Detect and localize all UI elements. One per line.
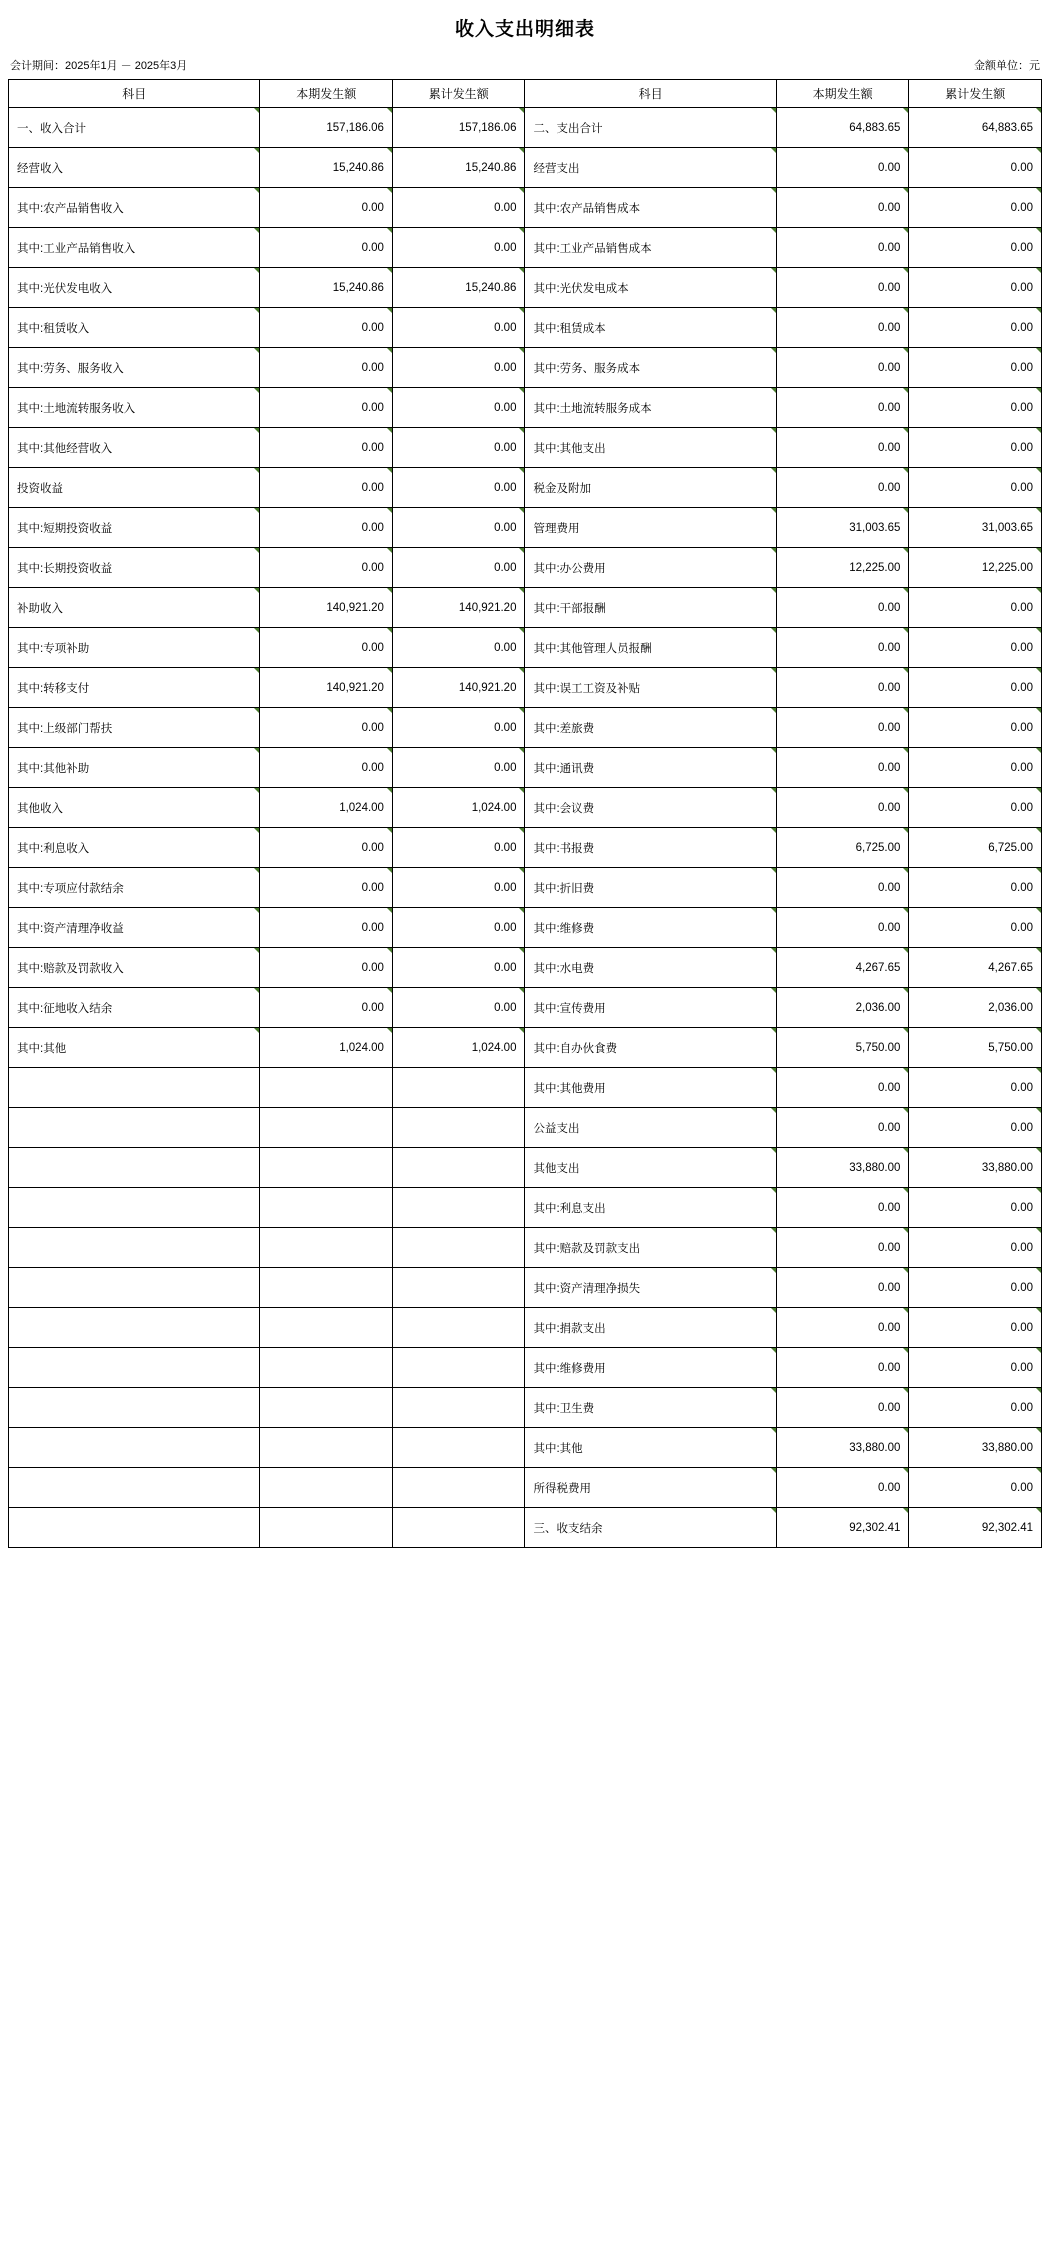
left-accumulated-cell [392,1508,525,1548]
left-accumulated-cell: 1,024.00 [392,788,525,828]
left-current-cell [260,1108,393,1148]
header-right-current: 本期发生额 [776,80,909,108]
right-accumulated-cell: 0.00 [909,228,1042,268]
right-account-cell: 其中:维修费 [525,908,776,948]
left-account-cell: 其中:利息收入 [9,828,260,868]
right-account-cell: 其中:差旅费 [525,708,776,748]
left-accumulated-cell [392,1268,525,1308]
table-row [9,508,1042,548]
right-current-cell: 4,267.65 [776,948,909,988]
table-row [9,748,1042,788]
left-current-cell [260,1308,393,1348]
left-accumulated-cell [392,1468,525,1508]
right-account-cell: 其中:资产清理净损失 [525,1268,776,1308]
table-row [9,788,1042,828]
left-account-cell: 其中:其他补助 [9,748,260,788]
left-accumulated-cell [392,1348,525,1388]
right-current-cell: 0.00 [776,788,909,828]
right-current-cell: 0.00 [776,1068,909,1108]
left-current-cell: 0.00 [260,748,393,788]
amount-unit-label: 金额单位：元 [974,60,1040,72]
right-account-cell: 其中:其他支出 [525,428,776,468]
right-accumulated-cell: 0.00 [909,628,1042,668]
header-left-account: 科目 [9,80,260,108]
left-current-cell [260,1188,393,1228]
right-account-cell: 其中:光伏发电成本 [525,268,776,308]
right-accumulated-cell: 0.00 [909,148,1042,188]
right-current-cell: 0.00 [776,1228,909,1268]
right-account-cell: 税金及附加 [525,468,776,508]
left-current-cell [260,1148,393,1188]
left-account-cell: 其中:短期投资收益 [9,508,260,548]
right-account-cell: 其中:自办伙食费 [525,1028,776,1068]
accounting-period-label: 会计期间：2025年1月 － 2025年3月 [10,60,188,72]
right-accumulated-cell: 2,036.00 [909,988,1042,1028]
left-current-cell: 0.00 [260,908,393,948]
right-current-cell: 64,883.65 [776,108,909,148]
left-account-cell: 其中:赔款及罚款收入 [9,948,260,988]
right-account-cell: 其中:折旧费 [525,868,776,908]
right-accumulated-cell: 0.00 [909,468,1042,508]
left-current-cell [260,1068,393,1108]
table-row [9,428,1042,468]
left-accumulated-cell [392,1428,525,1468]
right-accumulated-cell: 0.00 [909,868,1042,908]
left-account-cell: 其中:工业产品销售收入 [9,228,260,268]
table-row [9,868,1042,908]
right-account-cell: 其中:劳务、服务成本 [525,348,776,388]
left-accumulated-cell: 0.00 [392,468,525,508]
left-current-cell [260,1428,393,1468]
left-account-cell [9,1308,260,1348]
left-account-cell: 经营收入 [9,148,260,188]
right-current-cell: 0.00 [776,388,909,428]
right-current-cell: 33,880.00 [776,1148,909,1188]
right-accumulated-cell: 0.00 [909,388,1042,428]
left-accumulated-cell: 0.00 [392,388,525,428]
right-account-cell: 公益支出 [525,1108,776,1148]
right-accumulated-cell: 0.00 [909,428,1042,468]
left-current-cell [260,1508,393,1548]
right-accumulated-cell: 0.00 [909,348,1042,388]
left-accumulated-cell [392,1388,525,1428]
left-current-cell: 0.00 [260,388,393,428]
table-row [9,908,1042,948]
left-current-cell [260,1268,393,1308]
right-account-cell: 其中:租赁成本 [525,308,776,348]
left-accumulated-cell: 157,186.06 [392,108,525,148]
left-accumulated-cell: 140,921.20 [392,668,525,708]
left-accumulated-cell [392,1148,525,1188]
right-accumulated-cell: 0.00 [909,1468,1042,1508]
page-title: 收入支出明细表 [454,19,595,40]
right-accumulated-cell: 0.00 [909,588,1042,628]
left-account-cell: 其中:征地收入结余 [9,988,260,1028]
left-current-cell [260,1388,393,1428]
table-row [9,988,1042,1028]
table-row [9,108,1042,148]
left-current-cell [260,1468,393,1508]
right-account-cell: 其中:会议费 [525,788,776,828]
left-account-cell: 补助收入 [9,588,260,628]
left-account-cell [9,1068,260,1108]
left-accumulated-cell: 140,921.20 [392,588,525,628]
right-current-cell: 0.00 [776,708,909,748]
right-current-cell: 0.00 [776,308,909,348]
right-current-cell: 31,003.65 [776,508,909,548]
left-current-cell: 0.00 [260,828,393,868]
header-right-account: 科目 [525,80,776,108]
left-current-cell: 15,240.86 [260,268,393,308]
right-account-cell: 二、支出合计 [525,108,776,148]
left-account-cell: 投资收益 [9,468,260,508]
left-current-cell: 140,921.20 [260,588,393,628]
right-current-cell: 5,750.00 [776,1028,909,1068]
left-account-cell [9,1468,260,1508]
table-row [9,1508,1042,1548]
right-current-cell: 0.00 [776,1348,909,1388]
right-accumulated-cell: 0.00 [909,748,1042,788]
right-accumulated-cell: 92,302.41 [909,1508,1042,1548]
right-current-cell: 0.00 [776,428,909,468]
left-accumulated-cell [392,1108,525,1148]
right-accumulated-cell: 0.00 [909,1388,1042,1428]
table-row [9,708,1042,748]
left-account-cell [9,1508,260,1548]
report-meta [8,57,1042,79]
right-account-cell: 其中:其他管理人员报酬 [525,628,776,668]
left-accumulated-cell [392,1068,525,1108]
left-account-cell [9,1268,260,1308]
left-account-cell: 其中:光伏发电收入 [9,268,260,308]
right-account-cell: 所得税费用 [525,1468,776,1508]
left-accumulated-cell [392,1228,525,1268]
right-account-cell: 三、收支结余 [525,1508,776,1548]
right-account-cell: 其中:卫生费 [525,1388,776,1428]
table-row [9,188,1042,228]
table-row [9,668,1042,708]
right-accumulated-cell: 0.00 [909,1068,1042,1108]
header-right-accumulated: 累计发生额 [909,80,1042,108]
right-accumulated-cell: 64,883.65 [909,108,1042,148]
right-current-cell: 0.00 [776,908,909,948]
left-account-cell [9,1188,260,1228]
left-account-cell: 一、收入合计 [9,108,260,148]
left-accumulated-cell: 0.00 [392,548,525,588]
right-current-cell: 12,225.00 [776,548,909,588]
table-row [9,148,1042,188]
left-account-cell [9,1348,260,1388]
table-row [9,548,1042,588]
left-account-cell: 其中:转移支付 [9,668,260,708]
right-account-cell: 其中:宣传费用 [525,988,776,1028]
right-current-cell: 0.00 [776,868,909,908]
right-account-cell: 其中:其他费用 [525,1068,776,1108]
left-current-cell: 0.00 [260,508,393,548]
table-header [9,80,1042,108]
right-current-cell: 0.00 [776,628,909,668]
left-current-cell: 0.00 [260,988,393,1028]
right-current-cell: 2,036.00 [776,988,909,1028]
left-account-cell: 其中:其他经营收入 [9,428,260,468]
right-accumulated-cell: 0.00 [909,1348,1042,1388]
right-accumulated-cell: 33,880.00 [909,1148,1042,1188]
left-current-cell: 0.00 [260,868,393,908]
right-current-cell: 0.00 [776,1108,909,1148]
left-accumulated-cell: 0.00 [392,748,525,788]
left-account-cell: 其中:劳务、服务收入 [9,348,260,388]
right-account-cell: 其中:通讯费 [525,748,776,788]
table-row [9,1028,1042,1068]
left-accumulated-cell: 0.00 [392,628,525,668]
left-accumulated-cell: 15,240.86 [392,148,525,188]
left-current-cell: 0.00 [260,348,393,388]
right-current-cell: 0.00 [776,668,909,708]
right-accumulated-cell: 0.00 [909,668,1042,708]
table-row [9,1268,1042,1308]
right-accumulated-cell: 6,725.00 [909,828,1042,868]
left-current-cell [260,1228,393,1268]
left-current-cell: 1,024.00 [260,1028,393,1068]
table-row [9,1308,1042,1348]
right-accumulated-cell: 0.00 [909,708,1042,748]
right-current-cell: 0.00 [776,188,909,228]
right-account-cell: 其中:农产品销售成本 [525,188,776,228]
table-row [9,1228,1042,1268]
left-current-cell: 0.00 [260,628,393,668]
right-account-cell: 其中:维修费用 [525,1348,776,1388]
right-accumulated-cell: 0.00 [909,268,1042,308]
income-expense-table [8,79,1042,1548]
right-account-cell: 其中:利息支出 [525,1188,776,1228]
right-account-cell: 经营支出 [525,148,776,188]
right-account-cell: 其中:捐款支出 [525,1308,776,1348]
right-current-cell: 33,880.00 [776,1428,909,1468]
right-accumulated-cell: 0.00 [909,1108,1042,1148]
table-body [9,108,1042,1548]
left-current-cell: 0.00 [260,188,393,228]
left-accumulated-cell [392,1308,525,1348]
right-current-cell: 0.00 [776,748,909,788]
left-current-cell: 0.00 [260,308,393,348]
left-account-cell: 其中:专项补助 [9,628,260,668]
left-account-cell [9,1228,260,1268]
right-accumulated-cell: 0.00 [909,308,1042,348]
right-current-cell: 0.00 [776,1388,909,1428]
right-current-cell: 0.00 [776,268,909,308]
right-accumulated-cell: 0.00 [909,1228,1042,1268]
left-accumulated-cell: 0.00 [392,428,525,468]
right-account-cell: 其中:干部报酬 [525,588,776,628]
left-account-cell: 其中:专项应付款结余 [9,868,260,908]
left-account-cell: 其中:农产品销售收入 [9,188,260,228]
left-current-cell: 140,921.20 [260,668,393,708]
right-account-cell: 其中:水电费 [525,948,776,988]
left-accumulated-cell: 0.00 [392,828,525,868]
table-row [9,1428,1042,1468]
right-account-cell: 其中:误工工资及补贴 [525,668,776,708]
left-current-cell: 157,186.06 [260,108,393,148]
table-row [9,828,1042,868]
right-accumulated-cell: 0.00 [909,1188,1042,1228]
left-account-cell: 其中:土地流转服务收入 [9,388,260,428]
left-current-cell [260,1348,393,1388]
left-current-cell: 0.00 [260,228,393,268]
right-current-cell: 0.00 [776,1188,909,1228]
table-row [9,1188,1042,1228]
left-account-cell: 其中:租赁收入 [9,308,260,348]
left-accumulated-cell: 0.00 [392,508,525,548]
left-account-cell: 其他收入 [9,788,260,828]
right-account-cell: 其中:办公费用 [525,548,776,588]
right-current-cell: 0.00 [776,348,909,388]
table-row [9,1348,1042,1388]
left-current-cell: 15,240.86 [260,148,393,188]
left-accumulated-cell: 0.00 [392,948,525,988]
header-left-accumulated: 累计发生额 [392,80,525,108]
left-accumulated-cell: 0.00 [392,348,525,388]
right-current-cell: 6,725.00 [776,828,909,868]
table-row [9,348,1042,388]
table-row [9,308,1042,348]
left-account-cell [9,1428,260,1468]
left-account-cell: 其中:资产清理净收益 [9,908,260,948]
right-account-cell: 其中:工业产品销售成本 [525,228,776,268]
left-current-cell: 0.00 [260,468,393,508]
right-current-cell: 0.00 [776,1308,909,1348]
header-left-current: 本期发生额 [260,80,393,108]
table-row [9,628,1042,668]
right-account-cell: 其中:其他 [525,1428,776,1468]
left-current-cell: 1,024.00 [260,788,393,828]
right-accumulated-cell: 0.00 [909,188,1042,228]
table-row [9,228,1042,268]
right-account-cell: 其中:赔款及罚款支出 [525,1228,776,1268]
left-account-cell [9,1148,260,1188]
left-accumulated-cell: 1,024.00 [392,1028,525,1068]
right-accumulated-cell: 0.00 [909,1308,1042,1348]
left-current-cell: 0.00 [260,948,393,988]
right-accumulated-cell: 31,003.65 [909,508,1042,548]
left-account-cell: 其中:上级部门帮扶 [9,708,260,748]
left-accumulated-cell: 0.00 [392,908,525,948]
table-header-row [9,80,1042,108]
right-account-cell: 其他支出 [525,1148,776,1188]
table-row [9,1068,1042,1108]
left-accumulated-cell: 0.00 [392,708,525,748]
left-account-cell: 其中:长期投资收益 [9,548,260,588]
table-row [9,468,1042,508]
left-current-cell: 0.00 [260,548,393,588]
left-accumulated-cell: 0.00 [392,228,525,268]
table-row [9,588,1042,628]
right-account-cell: 管理费用 [525,508,776,548]
left-current-cell: 0.00 [260,428,393,468]
table-row [9,388,1042,428]
table-row [9,1108,1042,1148]
right-current-cell: 0.00 [776,588,909,628]
table-row [9,1148,1042,1188]
right-accumulated-cell: 12,225.00 [909,548,1042,588]
right-accumulated-cell: 0.00 [909,788,1042,828]
table-row [9,948,1042,988]
right-current-cell: 0.00 [776,1268,909,1308]
right-current-cell: 0.00 [776,468,909,508]
right-current-cell: 0.00 [776,148,909,188]
left-accumulated-cell [392,1188,525,1228]
right-current-cell: 92,302.41 [776,1508,909,1548]
right-account-cell: 其中:书报费 [525,828,776,868]
left-accumulated-cell: 0.00 [392,868,525,908]
right-current-cell: 0.00 [776,228,909,268]
right-accumulated-cell: 4,267.65 [909,948,1042,988]
left-accumulated-cell: 0.00 [392,988,525,1028]
left-accumulated-cell: 0.00 [392,308,525,348]
left-account-cell [9,1388,260,1428]
left-account-cell [9,1108,260,1148]
right-accumulated-cell: 5,750.00 [909,1028,1042,1068]
right-accumulated-cell: 33,880.00 [909,1428,1042,1468]
left-current-cell: 0.00 [260,708,393,748]
right-current-cell: 0.00 [776,1468,909,1508]
left-accumulated-cell: 15,240.86 [392,268,525,308]
right-account-cell: 其中:土地流转服务成本 [525,388,776,428]
left-accumulated-cell: 0.00 [392,188,525,228]
table-row [9,1468,1042,1508]
right-accumulated-cell: 0.00 [909,1268,1042,1308]
left-account-cell: 其中:其他 [9,1028,260,1068]
table-row [9,268,1042,308]
table-row [9,1388,1042,1428]
right-accumulated-cell: 0.00 [909,908,1042,948]
